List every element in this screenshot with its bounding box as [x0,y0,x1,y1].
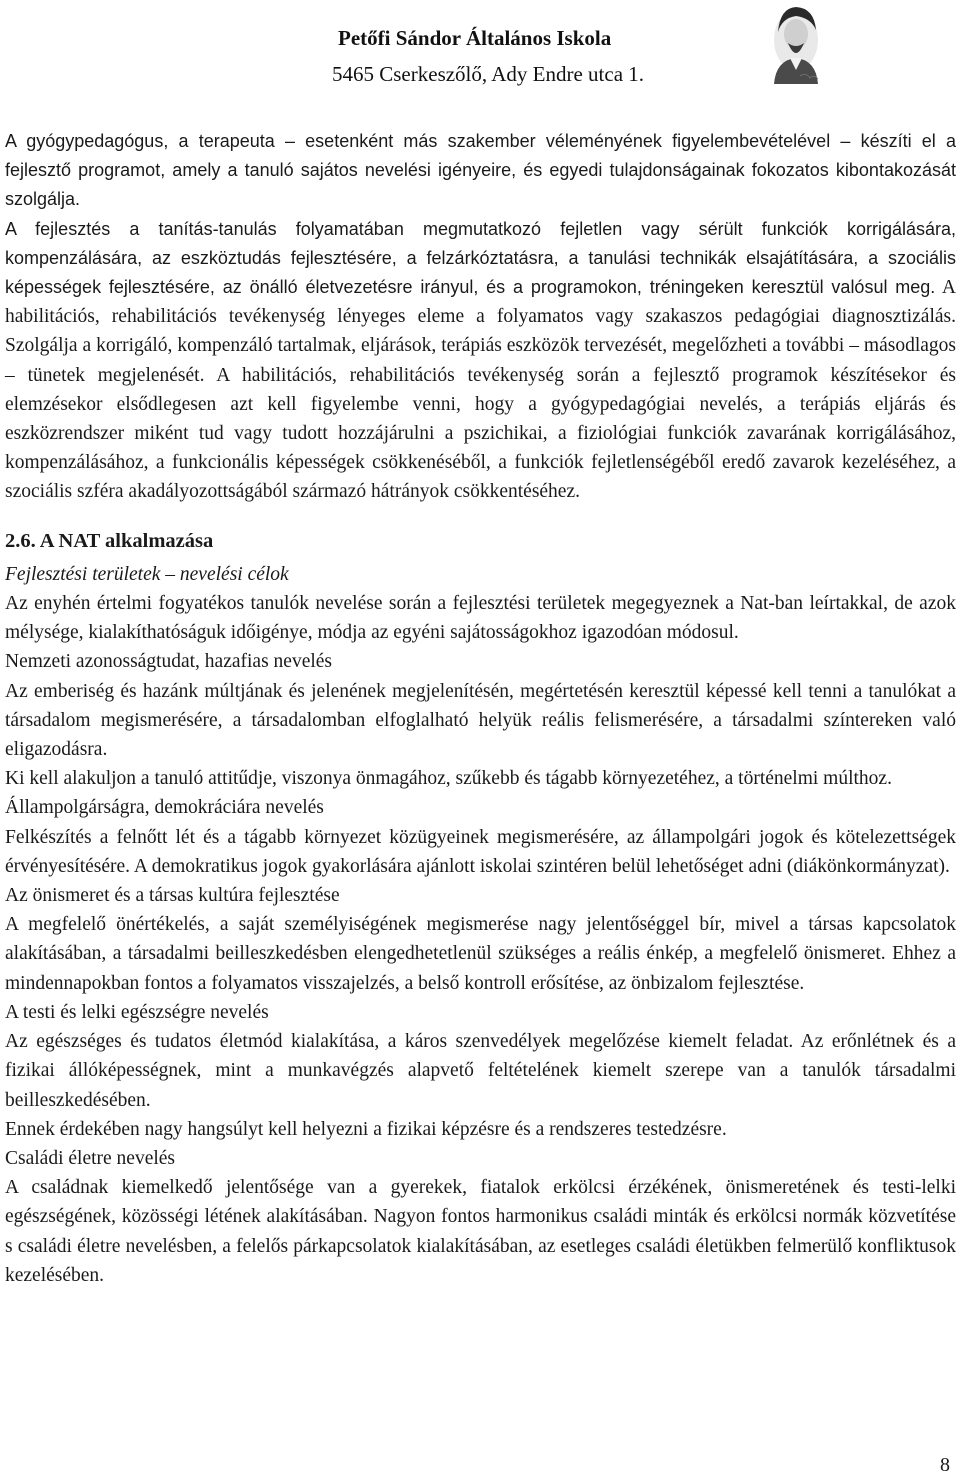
page-header [0,0,960,110]
topic-text-national-identity-a: Az emberiség és hazánk múltjának és jelenének megjelenítésén, megértetésén keresztül képessé kell tenni a tanulókat a társadalom megismerésére, a társadalomban elfoglalható helyük reális felismerésére, a társadalmi színtereken való eligazodásra. [5,680,956,761]
topic-title-national-identity: Nemzeti azonosságtudat, hazafias nevelés [5,651,333,673]
overview-paragraph: Az enyhén értelmi fogyatékos tanulók nevelése során a fejlesztési területek megegyeznek a Nat-ban leírtakkal, de azok mélysége, kialakíthatóságuk időigénye, módja az egyéni sajátosságokhoz igazodóan módosul. [5,593,956,644]
topic-text-national-identity-b: Ki kell alakuljon a tanuló attitűdje, viszonya önmagához, szűkebb és tágabb környezetéhez, a történelmi múlthoz. [5,768,892,790]
topic-title-citizenship: Állampolgárságra, demokráciára nevelés [5,797,324,819]
school-address: 5465 Cserkeszőlő, Ady Endre utca 1. [332,62,645,86]
intro-text-2: A fejlesztés a tanítás-tanulás folyamatában megmutatkozó fejletlen vagy sérült funkciók korrigálására, kompenzálására, az eszköztudás fejlesztésére, a felzárkóztatásra, a tanulási technikák elsajátítására, a szociális képességek fejlesztésére, az önálló életvezetésre irányul, és a programokon, tréningeken keresztül valósul meg. [5,218,956,298]
topic-title-self-knowledge: Az önismeret és a társas kultúra fejlesztése [5,885,340,907]
topic-title-family: Családi életre nevelés [5,1147,176,1169]
subheading: Fejlesztési területek – nevelési célok [5,563,289,585]
school-name: Petőfi Sándor Általános Iskola [338,26,612,50]
document-body [5,127,956,1290]
intro-text-1: A gyógypedagógus, a terapeuta – esetenként más szakember véleményének figyelembevételével – készíti el a fejlesztő programot, amely a tanuló sajátos nevelési igényeire, és egyedi tulajdonságainak fokozatos kibontakozását szolgálja. [5,131,956,210]
topic-title-health: A testi és lelki egészségre nevelés [5,1001,269,1023]
portrait-of-petofi-icon [764,2,828,84]
intro-text-3: A habilitációs, rehabilitációs tevékenység lényeges eleme a folyamatos vagy szakaszos pedagógiai diagnosztizálás. Szolgálja a korrigáló, kompenzáló tartalmak, eljárások, terápiás eszközök tervezését, megelőzheti a további – másodlagos – tünetek megjelenését. A habilitációs, rehabilitációs tevékenység során a fejlesztő programok készítésekor és elemzésekor elsődlegesen azt kell figyelembe venni, hogy a gyógypedagógiai nevelés, a terápiás eljárás és eszközrendszer miként tud vagy tudott hozzájárulni a pszichikai, a fiziológiai funkciók zavarának korrigálásához, kompenzálásához, a funkcionális képességek csökkenéséből, a funkciók fejletlenségéből eredő zavarok kezeléséhez, a szociális szféra akadályozottságából származó hátrányok csökkentéséhez. [5,277,956,503]
topic-text-family: A családnak kiemelkedő jelentősége van a gyerekek, fiatalok erkölcsi érzékének, önismeretének és testi-lelki egészségének, közösségi létének alakításában. Nagyon fontos harmonikus családi minták és erkölcsi normák közvetítése s családi életre nevelésben, a felelős párkapcsolatok kialakításában, az esetleges családi életükben felmerülő konfliktusok kezelésében. [5,1177,956,1286]
topic-text-health-a: Az egészséges és tudatos életmód kialakítása, a káros szenvedélyek megelőzése kiemelt feladat. Az erőnlétnek és a fizikai állóképességnek, mint a munkavégzés alapvető feltételének kiemelt szerepe van a tanulók társadalmi beilleszkedésében. [5,1031,956,1111]
topic-text-health-b: Ennek érdekében nagy hangsúlyt kell helyezni a fizikai képzésre és a rendszeres testedzésre. [5,1118,727,1140]
intro-paragraph-2 [5,215,956,507]
topic-text-citizenship: Felkészítés a felnőtt lét és a tágabb környezet közügyeinek megismerésére, az állampolgári jogok és kötelezettségek érvényesítésére. A demokratikus jogok gyakorlására ajánlott iskolai szintéren belül lehetőséget adni (diákönkormányzat). [5,826,956,877]
page-number: 8 [940,1454,950,1476]
section-heading: 2.6. A NAT alkalmazása [5,529,214,552]
intro-paragraph-1 [5,127,956,215]
topic-text-self-knowledge: A megfelelő önértékelés, a saját személyiségének megismerése nagy jelentőséggel bír, mivel a társas kapcsolatok alakításában, a társadalmi beilleszkedésben elengedhetetlenül szükséges a reális énkép, a megfelelő önismeret. Ehhez a mindennapokban fontos a folyamatos visszajelzés, a belső kontroll erősítése, az önbizalom fejlesztése. [5,914,956,994]
